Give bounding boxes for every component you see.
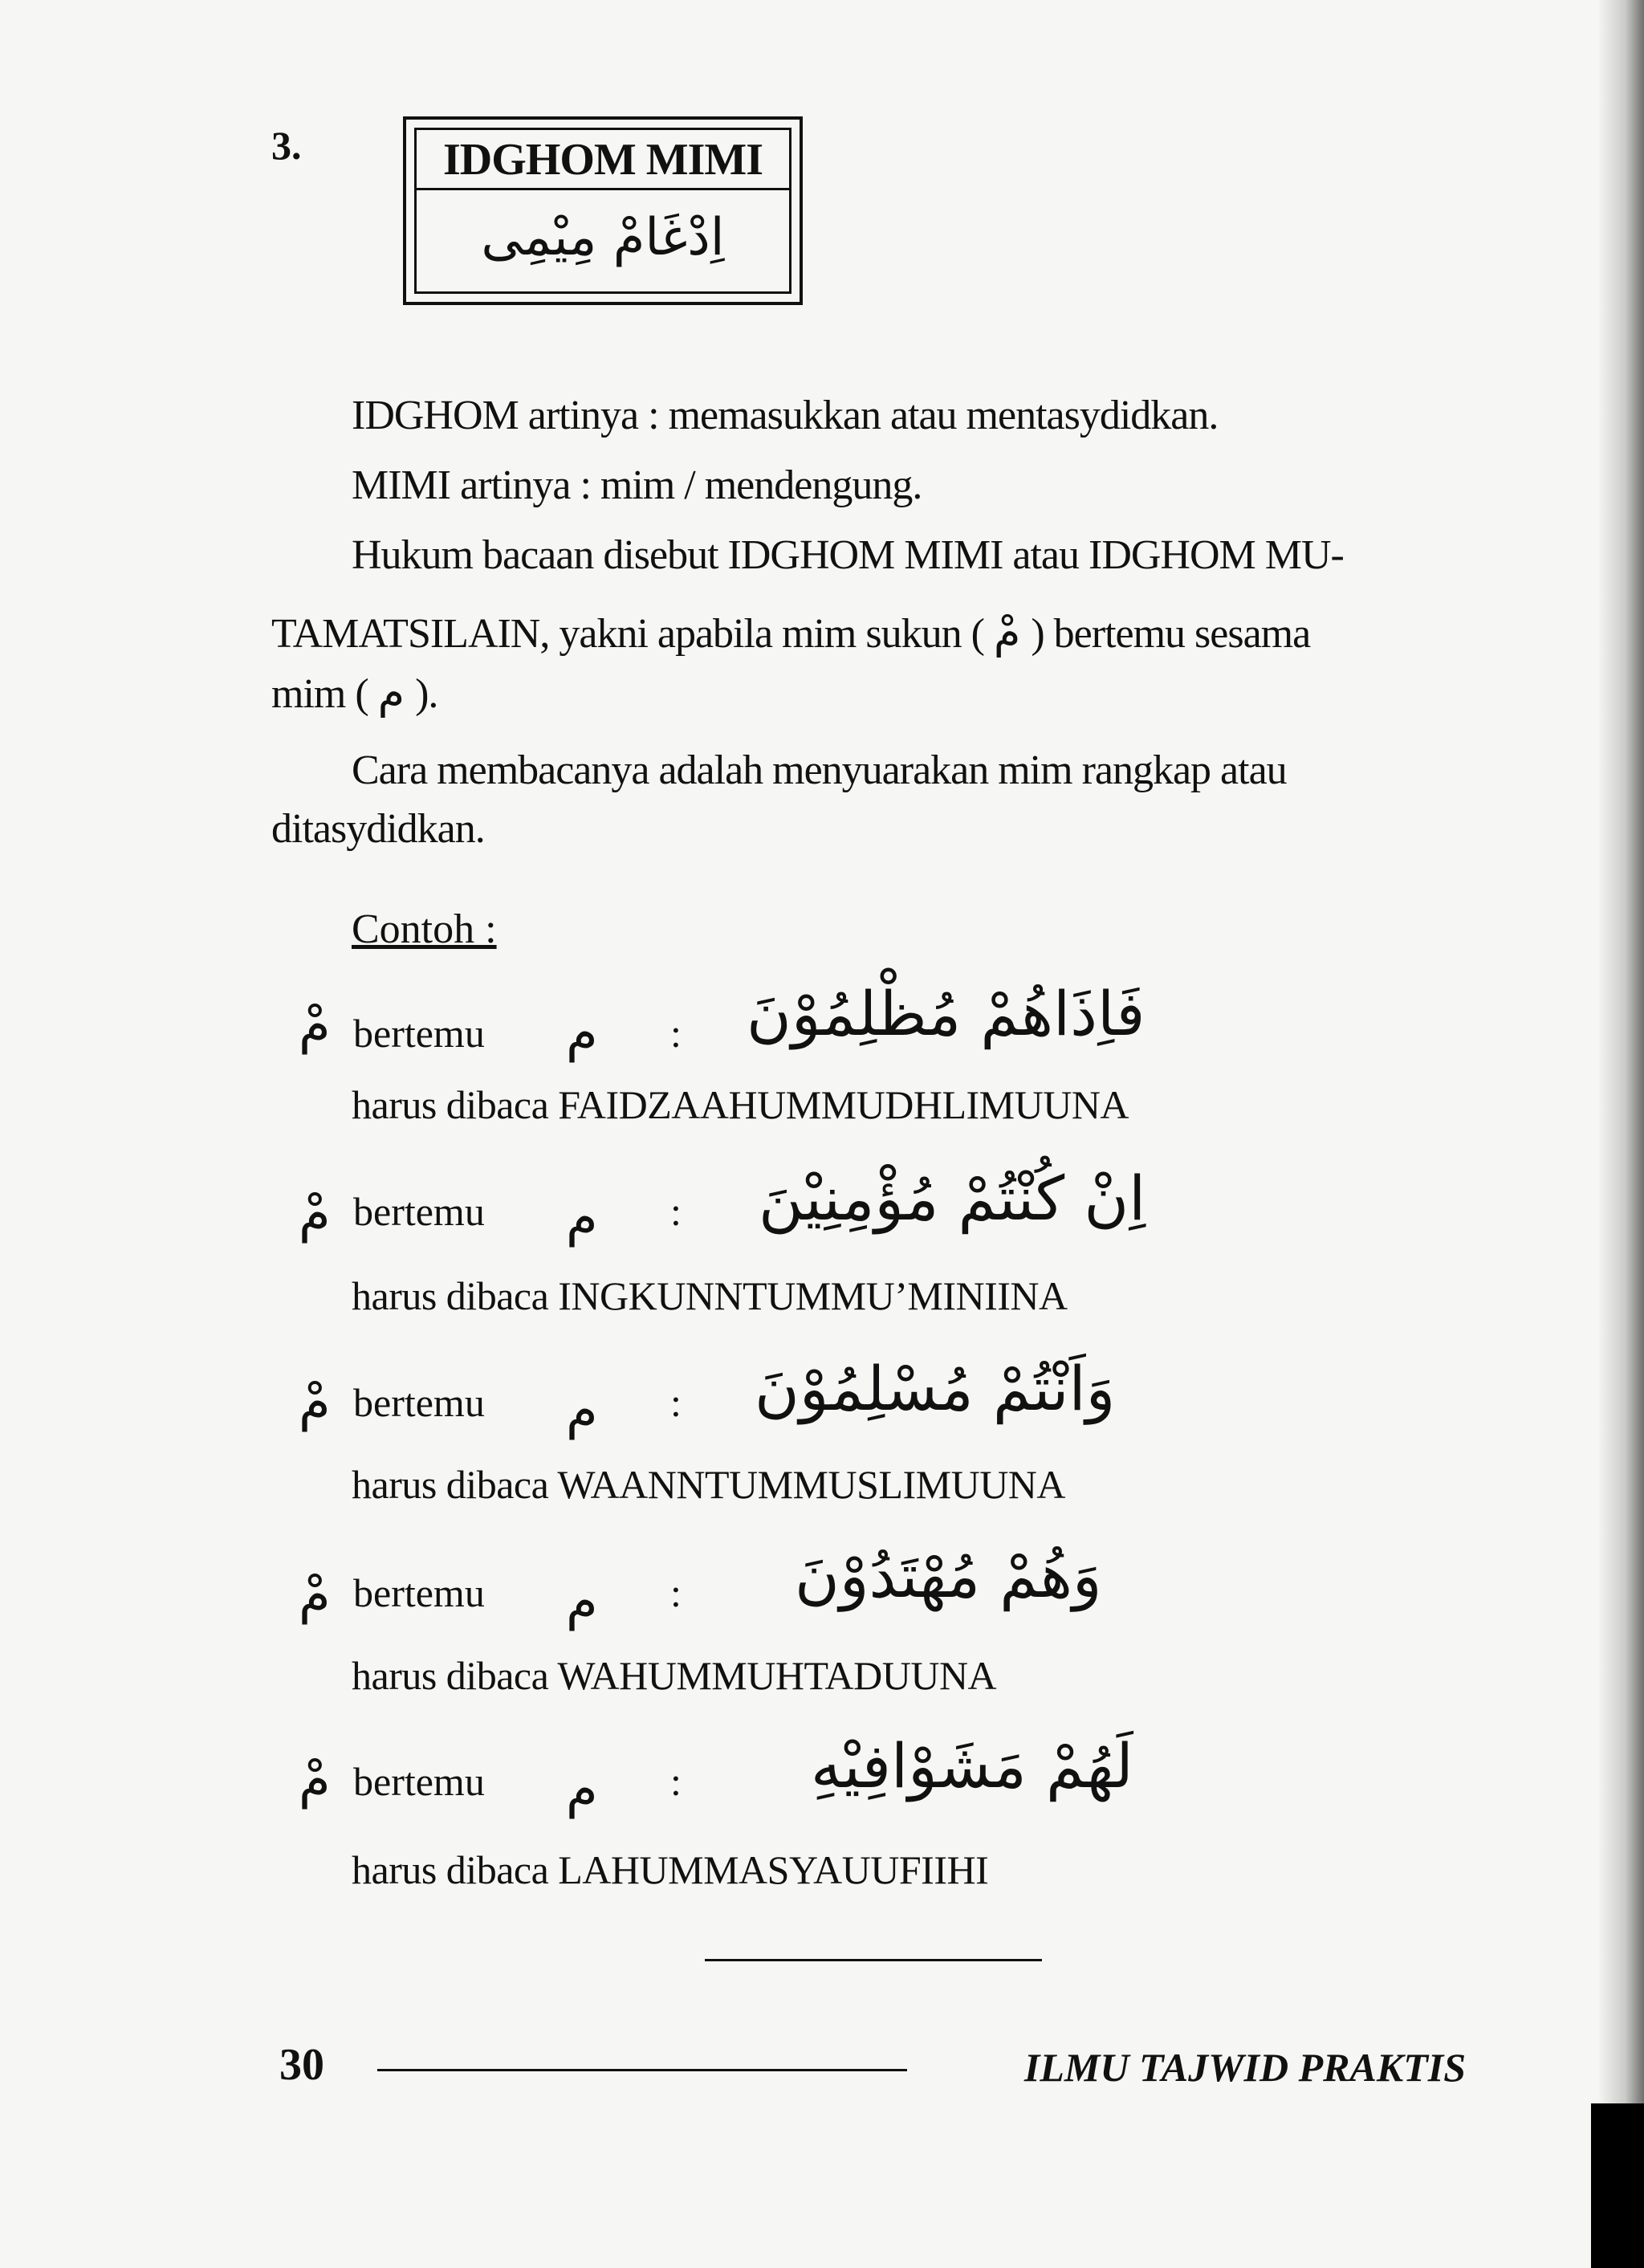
bertemu-label: bertemu [353, 1011, 485, 1056]
reading-line: harus dibaca FAIDZAAHUMMUDHLIMUUNA [352, 1082, 1129, 1127]
mim-symbol: م [566, 1381, 598, 1440]
paragraph-line [271, 609, 1310, 658]
reading-line: harus dibaca WAANNTUMMUSLIMUUNA [352, 1462, 1066, 1507]
bertemu-label: bertemu [353, 1189, 485, 1234]
paragraph-line: MIMI artinya : mim / mendengung. [352, 462, 922, 508]
reading-line: harus dibaca LAHUMMASYAUUFIIHI [352, 1847, 989, 1892]
mim-symbol: م [566, 1004, 598, 1063]
mim-sukun-symbol: مْ [299, 1373, 331, 1432]
book-title: ILMU TAJWID PRAKTIS [1023, 2045, 1466, 2090]
reading-line: harus dibaca INGKUNNTUMMU’MINIINA [352, 1273, 1068, 1318]
contoh-label: Contoh : [352, 906, 497, 952]
mim-sukun-symbol: مْ [993, 607, 1021, 658]
arabic-example: اِنْ كُنْتُمْ مُؤْمِنِيْنَ [759, 1163, 1146, 1234]
mim-symbol: م [377, 667, 405, 718]
bertemu-label: bertemu [353, 1570, 485, 1615]
colon: : [670, 1380, 682, 1425]
colon: : [670, 1189, 682, 1234]
mim-sukun-symbol: مْ [299, 1184, 331, 1244]
colon: : [670, 1759, 682, 1804]
mim-symbol: م [566, 1188, 598, 1248]
section-title-latin: IDGHOM MIMI [417, 130, 789, 190]
mim-sukun-symbol: مْ [299, 1750, 331, 1810]
paragraph-line [271, 669, 437, 719]
bertemu-label: bertemu [353, 1380, 485, 1425]
reading-line: harus dibaca WAHUMMUHTADUUNA [352, 1653, 997, 1698]
section-title-arabic: اِدْغَامْ مِيْمِى [481, 208, 725, 267]
mim-symbol: م [566, 1572, 598, 1631]
page-edge-dark-corner [1591, 2103, 1644, 2268]
page-number: 30 [279, 2040, 324, 2090]
arabic-example: فَاِذَاهُمْ مُظْلِمُوْنَ [747, 978, 1146, 1049]
arabic-example: وَاَنْتُمْ مُسْلِمُوْنَ [755, 1353, 1116, 1424]
arabic-example: لَهُمْ مَشَوْافِيْهِ [811, 1730, 1133, 1802]
page-edge-shadow [1597, 0, 1644, 2268]
colon: : [670, 1011, 682, 1056]
paragraph-line: Cara membacanya adalah menyuarakan mim rangkap atau [352, 747, 1287, 793]
section-number: 3. [271, 123, 302, 168]
mim-sukun-symbol: مْ [299, 1566, 331, 1625]
arabic-example: وَهُمْ مُهْتَدُوْنَ [795, 1540, 1102, 1611]
paragraph-line: IDGHOM artinya : memasukkan atau mentasydidkan. [352, 393, 1219, 438]
footer-rule [377, 2069, 907, 2071]
paragraph-text: ) bertemu sesama [1031, 611, 1311, 657]
section-divider [705, 1959, 1042, 1961]
paragraph-line: ditasydidkan. [271, 806, 485, 852]
colon: : [670, 1570, 682, 1615]
paragraph-line: Hukum bacaan disebut IDGHOM MIMI atau IDGHOM MU- [352, 532, 1344, 578]
section-title-box [403, 116, 803, 305]
paragraph-text: ). [415, 671, 438, 717]
mim-symbol: م [566, 1760, 598, 1819]
mim-sukun-symbol: مْ [299, 996, 331, 1055]
paragraph-text: mim ( [271, 671, 368, 717]
bertemu-label: bertemu [353, 1759, 485, 1804]
paragraph-text: TAMATSILAIN, yakni apabila mim sukun ( [271, 611, 984, 657]
